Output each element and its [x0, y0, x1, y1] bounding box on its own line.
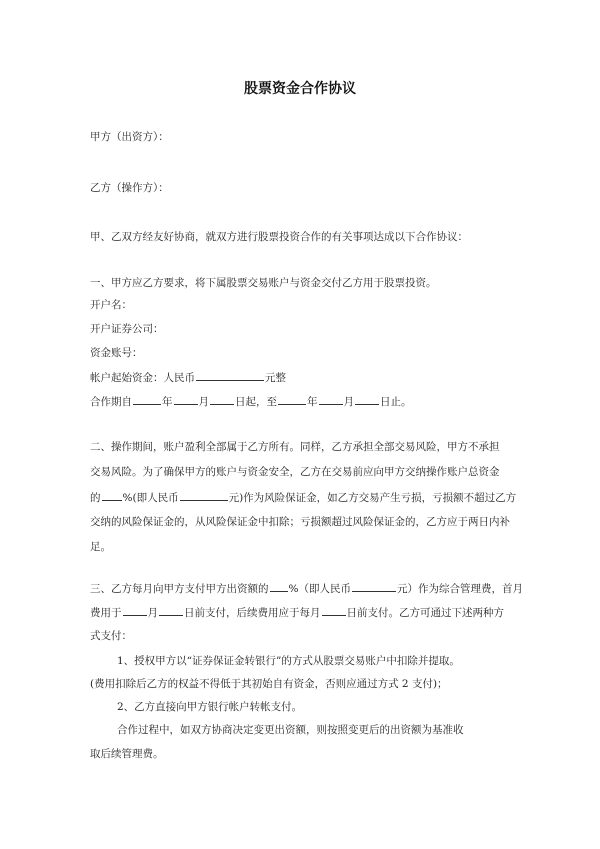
clause2-line4: 交纳的风险保证金的，从风险保证金中扣除；亏损额超过风险保证金的，乙方应于两日内补 — [90, 516, 510, 528]
end-year-blank — [278, 394, 306, 405]
clause2-line2: 交易风险。为了确保甲方的账户与资金安全，乙方在交易前应向甲方交纳操作账户总资金 — [90, 466, 500, 478]
clause2-line3-mid: %(即人民币 — [122, 492, 179, 504]
start-day-blank — [210, 394, 234, 405]
clause3-line2-suffix: 日前支付。乙方可通过下述两种方 — [346, 607, 504, 619]
party-b-label: 乙方（操作方）： — [90, 182, 169, 194]
clause2-line5: 足。 — [90, 541, 111, 553]
closing-line-2: 取后续管理费。 — [90, 748, 164, 760]
deposit-percent-blank — [102, 490, 122, 501]
account-name-field: 开户名： — [90, 299, 132, 311]
initial-funds-suffix: 元整 — [265, 372, 286, 384]
month-label-2: 月 — [343, 396, 354, 408]
clause2-line3-suffix: 元)作为风险保证金，如乙方交易产生亏损，亏损额不超过乙方 — [228, 492, 517, 504]
end-day-blank — [355, 394, 379, 405]
broker-field: 开户证券公司： — [90, 323, 164, 335]
period-line — [90, 394, 412, 409]
start-month-blank — [174, 394, 198, 405]
clause2-line1: 二、操作期间，账户盈利全部属于乙方所有。同样，乙方承担全部交易风险，甲方不承担 — [90, 441, 500, 453]
first-fee-month-blank — [123, 605, 147, 616]
deposit-amount-blank — [180, 490, 228, 501]
clause3-line1-prefix: 三、乙方每月向甲方支付甲方出资额的 — [90, 583, 269, 595]
clause1-text: 一、甲方应乙方要求，将下属股票交易账户与资金交付乙方用于股票投资。 — [90, 277, 437, 289]
fee-percent-blank — [270, 581, 288, 592]
month-label: 月 — [198, 396, 209, 408]
initial-funds-prefix: 帐户起始资金：人民币 — [90, 372, 195, 384]
monthly-fee-day-blank — [322, 605, 346, 616]
initial-funds-line — [90, 370, 286, 385]
payment-option-2: 2、乙方直接向甲方银行帐户转帐支付。 — [117, 701, 303, 713]
first-fee-day-blank — [159, 605, 183, 616]
initial-funds-blank — [196, 370, 264, 381]
clause3-line3: 式支付： — [90, 630, 132, 642]
clause3-line2-prefix: 费用于 — [90, 607, 122, 619]
fund-account-field: 资金账号： — [90, 347, 143, 359]
clause3-line1 — [90, 581, 523, 596]
clause2-line3 — [90, 490, 516, 505]
clause3-line1-mid: %（即人民币 — [288, 583, 351, 595]
closing-line-1: 合作过程中，如双方协商决定变更出资额，则按照变更后的出资额为基准收 — [117, 724, 464, 736]
clause3-line1-suffix: 元）作为综合管理费，首月 — [396, 583, 523, 595]
end-month-blank — [319, 394, 343, 405]
day-to-label: 日止。 — [380, 396, 412, 408]
clause2-line3-prefix: 的 — [90, 492, 101, 504]
payment-option-1: 1、授权甲方以“证券保证金转银行”的方式从股票交易账户中扣除并提取。 — [117, 655, 460, 667]
year-label: 年 — [162, 396, 173, 408]
payment-option-1-note: (费用扣除后乙方的权益不得低于其初始自有资金，否则应通过方式 2 支付)； — [90, 678, 448, 690]
intro-paragraph: 甲、乙双方经友好协商，就双方进行股票投资合作的有关事项达成以下合作协议： — [90, 231, 468, 243]
party-a-label: 甲方（出资方）： — [90, 131, 169, 143]
day-from-label: 日起，至 — [235, 396, 277, 408]
clause3-line2-month: 月 — [147, 607, 158, 619]
fee-amount-blank — [352, 581, 396, 592]
year-label-2: 年 — [307, 396, 318, 408]
start-year-blank — [133, 394, 161, 405]
clause3-line2-mid: 日前支付，后续费用应于每月 — [184, 607, 321, 619]
clause3-line2 — [90, 605, 504, 620]
document-title: 股票资金合作协议 — [244, 81, 356, 97]
period-from-label: 合作期自 — [90, 396, 132, 408]
